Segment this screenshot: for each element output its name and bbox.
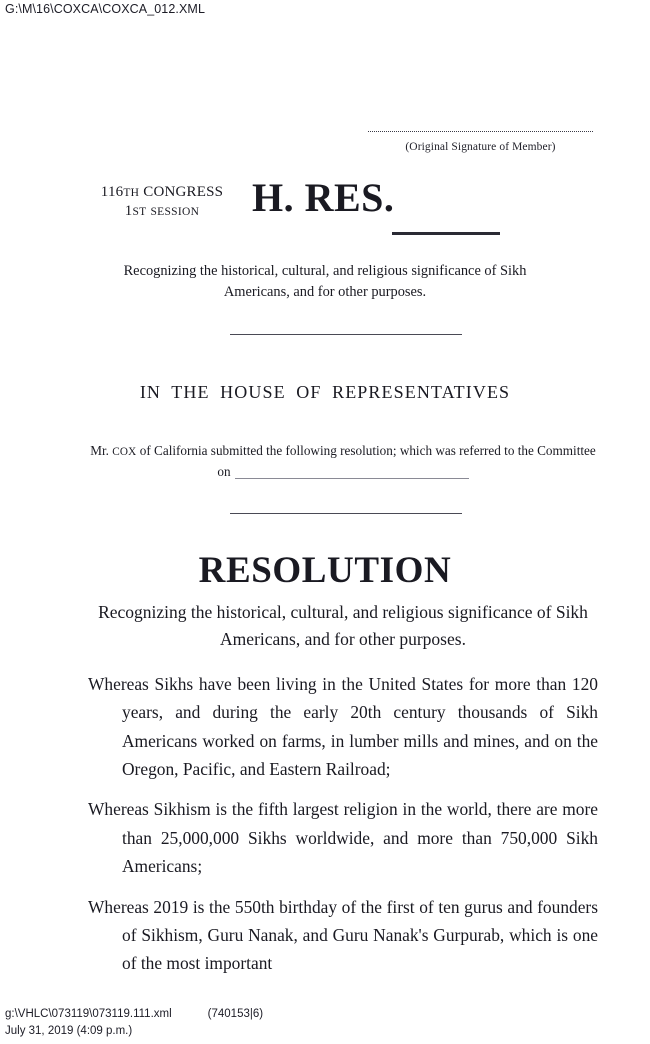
resolution-subtitle: Recognizing the historical, cultural, and religious significance of Sikh Americans, and for other purposes. bbox=[98, 602, 588, 649]
session-number-suffix: ST bbox=[132, 205, 147, 218]
session-word: SESSION bbox=[150, 205, 200, 218]
session-line bbox=[88, 202, 236, 221]
signature-caption: (Original Signature of Member) bbox=[405, 141, 556, 153]
resolution-title: RESOLUTION bbox=[198, 550, 452, 591]
signature-dotted-line bbox=[368, 130, 593, 132]
footer-file-path: g:\VHLC\073119\073119.111.xml bbox=[5, 1008, 172, 1021]
sponsor-text: of California submitted the following resolution; which was referred to the Committee on bbox=[136, 443, 596, 480]
congress-number: 116 bbox=[100, 184, 124, 200]
congress-heading-row bbox=[0, 175, 650, 243]
congress-line bbox=[88, 183, 236, 202]
congress-number-suffix: TH bbox=[123, 187, 140, 199]
sponsor-prefix: Mr. bbox=[90, 443, 113, 458]
whereas-clause-list bbox=[88, 670, 598, 978]
sponsor-lastname: COX bbox=[112, 446, 137, 458]
chamber-line: IN THE HOUSE OF REPRESENTATIVES bbox=[139, 382, 511, 402]
congress-word: CONGRESS bbox=[143, 184, 224, 200]
document-footer bbox=[5, 1006, 263, 1039]
bill-type-title: H. RES. bbox=[252, 175, 395, 220]
footer-timestamp: July 31, 2019 (4:09 p.m.) bbox=[5, 1024, 133, 1037]
footer-path-row bbox=[5, 1006, 263, 1022]
divider-rule-top bbox=[230, 334, 462, 335]
congress-session-block bbox=[88, 183, 236, 221]
session-number: 1 bbox=[124, 202, 133, 219]
committee-blank-line bbox=[235, 478, 469, 479]
divider-rule-bottom bbox=[230, 513, 462, 514]
signature-block bbox=[368, 130, 593, 153]
whereas-clause: Whereas 2019 is the 550th birthday of the first of ten gurus and founders of Sikhism, Guru Nanak, and Guru Nanak's Gurpurab, which is one of the most important bbox=[88, 896, 598, 974]
bill-subtitle: Recognizing the historical, cultural, and religious significance of Sikh Americans, and for other purposes. bbox=[123, 263, 527, 300]
whereas-clause: Whereas Sikhs have been living in the United States for more than 120 years, and during the early 20th century thousands of Sikh Americans worked on farms, in lumber mills and mines, and on the Oregon, Pacific, and Eastern Railroad; bbox=[88, 674, 598, 780]
whereas-clause: Whereas Sikhism is the fifth largest religion in the world, there are more than 25,000,000 Sikhs worldwide, and more than 750,000 Sikh Americans; bbox=[88, 799, 598, 877]
document-path-header: G:\M\16\COXCA\COXCA_012.XML bbox=[5, 2, 205, 16]
bill-number-blank bbox=[392, 232, 500, 235]
footer-tag: (740153|6) bbox=[207, 1008, 264, 1021]
sponsor-paragraph bbox=[88, 440, 598, 483]
